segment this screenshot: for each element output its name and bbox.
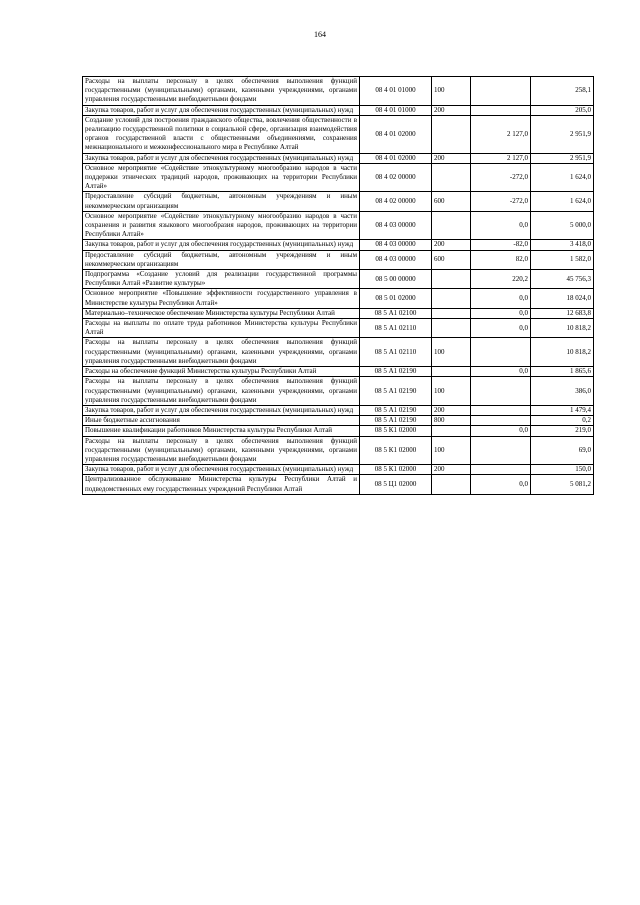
row-name-cell: Расходы на выплаты персоналу в целях обеспечения выполнения функций государственными (муниципальными) органами, казенными учреждениями, органами управления государственными внебюджетными фондами — [83, 338, 360, 367]
row-name-cell: Расходы на выплаты по оплате труда работников Министерства культуры Республики Алтай — [83, 319, 360, 338]
row-expense-type-cell: 100 — [432, 77, 471, 106]
row-total-cell: 18 024,0 — [531, 289, 594, 308]
row-total-cell: 10 818,2 — [531, 319, 594, 338]
row-change-cell: 220,2 — [471, 270, 531, 289]
row-expense-type-cell: 100 — [432, 377, 471, 406]
row-name-cell: Расходы на выплаты персоналу в целях обеспечения выполнения функций государственными (муниципальными) органами, казенными учреждениями, органами управления государственными внебюджетными фондами — [83, 436, 360, 465]
row-name-cell: Закупка товаров, работ и услуг для обеспечения государственных (муниципальных) нужд — [83, 240, 360, 250]
row-total-cell: 1 582,0 — [531, 250, 594, 269]
budget-table-body — [83, 77, 594, 495]
row-change-cell: 0,0 — [471, 475, 531, 494]
row-expense-type-cell: 600 — [432, 250, 471, 269]
row-name-cell: Закупка товаров, работ и услуг для обеспечения государственных (муниципальных) нужд — [83, 105, 360, 115]
row-code-cell: 08 4 01 02000 — [360, 153, 432, 163]
table-row — [83, 319, 594, 338]
table-row — [83, 308, 594, 318]
row-total-cell: 1 865,6 — [531, 367, 594, 377]
row-change-cell — [471, 465, 531, 475]
row-code-cell: 08 5 К1 02000 — [360, 426, 432, 436]
row-total-cell: 45 756,3 — [531, 270, 594, 289]
row-total-cell: 10 818,2 — [531, 338, 594, 367]
row-code-cell: 08 5 К1 02000 — [360, 465, 432, 475]
row-expense-type-cell: 200 — [432, 105, 471, 115]
row-expense-type-cell: 200 — [432, 240, 471, 250]
row-code-cell: 08 5 А1 02190 — [360, 377, 432, 406]
table-row — [83, 211, 594, 240]
row-code-cell: 08 5 А1 02190 — [360, 416, 432, 426]
row-name-cell: Расходы на обеспечение функций Министерства культуры Республики Алтай — [83, 367, 360, 377]
row-code-cell: 08 5 А1 02100 — [360, 308, 432, 318]
row-expense-type-cell: 800 — [432, 416, 471, 426]
row-code-cell: 08 5 А1 02190 — [360, 367, 432, 377]
row-expense-type-cell — [432, 289, 471, 308]
row-expense-type-cell — [432, 308, 471, 318]
row-expense-type-cell — [432, 475, 471, 494]
row-name-cell: Предоставление субсидий бюджетным, автономным учреждениям и иным некоммерческим организациям — [83, 192, 360, 211]
row-expense-type-cell — [432, 367, 471, 377]
row-total-cell: 205,0 — [531, 105, 594, 115]
row-code-cell: 08 4 02 00000 — [360, 163, 432, 192]
row-expense-type-cell — [432, 270, 471, 289]
row-name-cell: Расходы на выплаты персоналу в целях обеспечения выполнения функций государственными (муниципальными) органами, казенными учреждениями, органами управления государственными внебюджетными фондами — [83, 377, 360, 406]
table-row — [83, 426, 594, 436]
row-change-cell: 82,0 — [471, 250, 531, 269]
row-total-cell: 219,0 — [531, 426, 594, 436]
row-expense-type-cell — [432, 426, 471, 436]
table-row — [83, 240, 594, 250]
row-name-cell: Расходы на выплаты персоналу в целях обеспечения выполнения функций государственными (муниципальными) органами, казенными учреждениями, органами управления государственными внебюджетными фондами — [83, 77, 360, 106]
row-code-cell: 08 5 00 00000 — [360, 270, 432, 289]
row-expense-type-cell: 100 — [432, 338, 471, 367]
table-row — [83, 436, 594, 465]
row-total-cell: 12 683,8 — [531, 308, 594, 318]
row-code-cell: 08 5 К1 02000 — [360, 436, 432, 465]
table-row — [83, 289, 594, 308]
row-change-cell: -272,0 — [471, 163, 531, 192]
row-code-cell: 08 5 А1 02110 — [360, 319, 432, 338]
row-change-cell — [471, 105, 531, 115]
row-total-cell: 386,0 — [531, 377, 594, 406]
budget-table — [82, 76, 594, 495]
row-change-cell: 2 127,0 — [471, 115, 531, 153]
row-expense-type-cell: 600 — [432, 192, 471, 211]
row-expense-type-cell — [432, 115, 471, 153]
row-name-cell: Материально–техническое обеспечение Министерства культуры Республики Алтай — [83, 308, 360, 318]
row-expense-type-cell — [432, 163, 471, 192]
table-row — [83, 163, 594, 192]
row-code-cell: 08 4 01 02000 — [360, 115, 432, 153]
row-change-cell: 0,0 — [471, 308, 531, 318]
row-change-cell: 0,0 — [471, 289, 531, 308]
row-name-cell: Закупка товаров, работ и услуг для обеспечения государственных (муниципальных) нужд — [83, 465, 360, 475]
row-code-cell: 08 4 02 00000 — [360, 192, 432, 211]
page-number: 164 — [314, 30, 326, 39]
table-row — [83, 270, 594, 289]
row-code-cell: 08 4 03 00000 — [360, 211, 432, 240]
row-change-cell: 0,0 — [471, 211, 531, 240]
row-change-cell: -82,0 — [471, 240, 531, 250]
row-code-cell: 08 4 03 00000 — [360, 240, 432, 250]
row-total-cell: 2 951,9 — [531, 153, 594, 163]
row-name-cell: Подпрограмма «Создание условий для реализации государственной программы Республики Алтай «Развитие культуры» — [83, 270, 360, 289]
row-change-cell: -272,0 — [471, 192, 531, 211]
row-name-cell: Основное мероприятие «Содействие этнокультурному многообразию народов в части поддержки этнических традиций народов, проживающих на территории Республики Алтай» — [83, 163, 360, 192]
row-total-cell: 258,1 — [531, 77, 594, 106]
row-name-cell: Централизованное обслуживание Министерства культуры Республики Алтай и подведомственных ему государственных учреждений Республики Алтай — [83, 475, 360, 494]
row-name-cell: Закупка товаров, работ и услуг для обеспечения государственных (муниципальных) нужд — [83, 153, 360, 163]
table-row — [83, 192, 594, 211]
row-change-cell — [471, 436, 531, 465]
table-row — [83, 250, 594, 269]
row-name-cell: Иные бюджетные ассигнования — [83, 416, 360, 426]
row-expense-type-cell — [432, 319, 471, 338]
row-change-cell: 0,0 — [471, 319, 531, 338]
row-change-cell: 0,0 — [471, 426, 531, 436]
row-change-cell — [471, 338, 531, 367]
row-name-cell: Создание условий для построения гражданского общества, вовлечения общественности в реализацию государственной политики в социальной сфере, организация взаимодействия органов государственной власти с общественными объединениями, сохранения межнационального и межконфессионального мира в Республике Алтай — [83, 115, 360, 153]
row-total-cell: 1 479,4 — [531, 405, 594, 415]
table-row — [83, 338, 594, 367]
table-row — [83, 465, 594, 475]
row-total-cell: 0,2 — [531, 416, 594, 426]
row-change-cell — [471, 77, 531, 106]
row-name-cell: Основное мероприятие «Содействие этнокультурному многообразию народов в части сохранения и развития языкового многообразия народов, проживающих на территории Республики Алтай» — [83, 211, 360, 240]
row-total-cell: 5 000,0 — [531, 211, 594, 240]
row-total-cell: 1 624,0 — [531, 192, 594, 211]
table-row — [83, 405, 594, 415]
table-row — [83, 367, 594, 377]
table-row — [83, 77, 594, 106]
row-name-cell: Основное мероприятие «Повышение эффективности государственного управления в Министерстве культуры Республики Алтай» — [83, 289, 360, 308]
row-code-cell: 08 5 Ц1 02000 — [360, 475, 432, 494]
table-row — [83, 153, 594, 163]
table-row — [83, 377, 594, 406]
row-name-cell: Закупка товаров, работ и услуг для обеспечения государственных (муниципальных) нужд — [83, 405, 360, 415]
row-expense-type-cell: 200 — [432, 465, 471, 475]
row-change-cell — [471, 416, 531, 426]
row-expense-type-cell — [432, 211, 471, 240]
row-total-cell: 150,0 — [531, 465, 594, 475]
table-row — [83, 475, 594, 494]
row-expense-type-cell: 200 — [432, 153, 471, 163]
table-row — [83, 105, 594, 115]
row-code-cell: 08 4 03 00000 — [360, 250, 432, 269]
row-total-cell: 69,0 — [531, 436, 594, 465]
row-name-cell: Предоставление субсидий бюджетным, автономным учреждениям и иным некоммерческим организациям — [83, 250, 360, 269]
table-row — [83, 115, 594, 153]
row-total-cell: 1 624,0 — [531, 163, 594, 192]
row-code-cell: 08 4 01 01000 — [360, 105, 432, 115]
row-change-cell: 2 127,0 — [471, 153, 531, 163]
row-expense-type-cell: 200 — [432, 405, 471, 415]
row-code-cell: 08 5 А1 02110 — [360, 338, 432, 367]
table-row — [83, 416, 594, 426]
row-expense-type-cell: 100 — [432, 436, 471, 465]
row-code-cell: 08 5 01 02000 — [360, 289, 432, 308]
row-total-cell: 3 418,0 — [531, 240, 594, 250]
row-code-cell: 08 5 А1 02190 — [360, 405, 432, 415]
row-total-cell: 2 951,9 — [531, 115, 594, 153]
row-change-cell — [471, 405, 531, 415]
row-code-cell: 08 4 01 01000 — [360, 77, 432, 106]
row-change-cell — [471, 377, 531, 406]
row-total-cell: 5 081,2 — [531, 475, 594, 494]
row-name-cell: Повышение квалификации работников Министерства культуры Республики Алтай — [83, 426, 360, 436]
row-change-cell: 0,0 — [471, 367, 531, 377]
